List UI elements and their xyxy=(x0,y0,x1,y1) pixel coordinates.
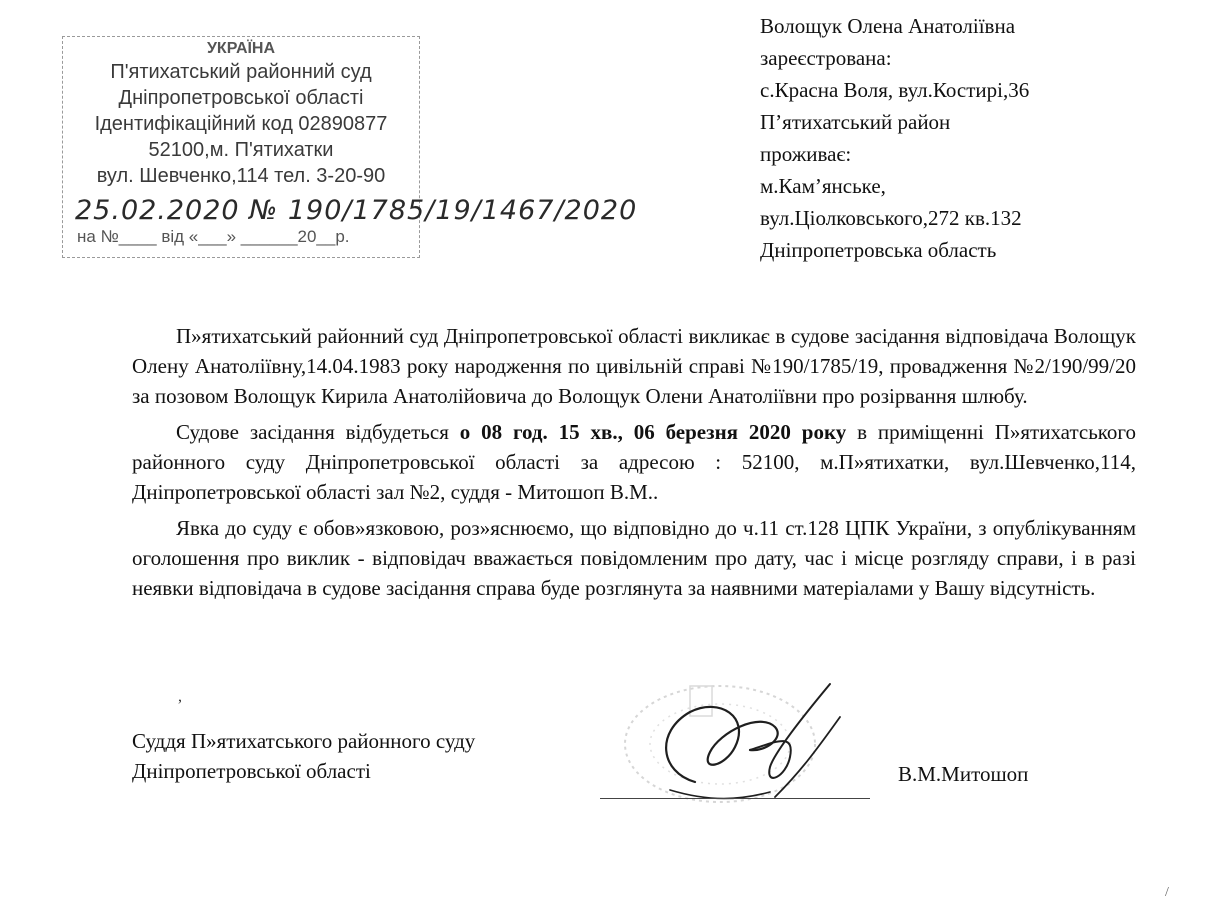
addressee-registered-district: П’ятихатський район xyxy=(760,110,951,134)
addressee-registered-address: с.Красна Воля, вул.Костирі,36 xyxy=(760,78,1030,102)
stamp-city: 52100,м. П'ятихатки xyxy=(148,139,334,161)
addressee-registered-label: зареєстрована: xyxy=(760,46,892,70)
stamp-id-code: Ідентифікаційний код 02890877 xyxy=(94,113,388,135)
judge-title xyxy=(132,726,475,786)
judge-name: В.М.Митошоп xyxy=(898,762,1029,786)
summons-paragraph-3: Явка до суду є обов»язковою, роз»яснюємо, що відповідно до ч.11 ст.128 ЦПК України, з опублікуванням оголошення про виклик - відповідач вважається повідомленим про дату, час і місце розгляду справи, і в разі неявки відповідача в судове засідання справа буде розглянута за наявними матеріалами у Вашу відсутність. xyxy=(132,516,1136,600)
judge-title-line-1: Суддя П»ятихатського районного суду xyxy=(132,729,476,753)
hearing-intro: Судове засідання відбудеться xyxy=(176,420,460,444)
addressee-living-street: вул.Ціолковського,272 кв.132 xyxy=(760,206,1022,230)
summons-paragraph-1: П»ятихатський районний суд Дніпропетровської області викликає в судове засідання відповідача Волощук Олену Анатоліївну,14.04.1983 року народження по цивільній справі №190/1785/19, провадження №2/190/99/20 за позовом Волощук Кирила Анатолійовича до Волощук Олени Анатоліївни про розірвання шлюбу. xyxy=(132,324,1136,408)
signature-line xyxy=(600,798,870,799)
summons-body xyxy=(132,321,1136,609)
addressee-name: Волощук Олена Анатоліївна xyxy=(760,14,1016,38)
stamp-street: вул. Шевченко,114 тел. 3-20-90 xyxy=(96,165,386,187)
addressee-living-region: Дніпропетровська область xyxy=(760,238,997,262)
stamp-country: УКРАЇНА xyxy=(206,40,276,57)
scan-corner-mark: / xyxy=(1165,885,1169,900)
judge-title-line-2: Дніпропетровської області xyxy=(132,759,371,783)
stamp-court-name: П'ятихатський районний суд xyxy=(110,61,372,83)
addressee-living-city: м.Кам’янське, xyxy=(760,174,886,198)
ink-tick-mark: , xyxy=(178,688,182,705)
judge-signature-image xyxy=(600,672,900,822)
addressee-block xyxy=(760,10,1180,266)
summons-paragraph-2 xyxy=(132,417,1136,507)
hearing-location: в приміщенні П»ятихатського районного суду Дніпропетровської області за адресою : 52100, м.П»ятихатки, вул.Шевченко,114, Дніпропетровської області зал №2, суддя - Митошоп В.М.. xyxy=(132,420,1136,504)
hearing-datetime: о 08 год. 15 хв., 06 березня 2020 року xyxy=(459,420,847,444)
addressee-living-label: проживає: xyxy=(760,142,852,166)
stamp-blank-reference: на №____ від «___» ______20__р. xyxy=(77,227,350,246)
court-stamp xyxy=(62,36,638,258)
stamp-handwritten-reference: 25.02.2020 № 190/1785/19/1467/2020 xyxy=(75,195,638,226)
stamp-region: Дніпропетровської області xyxy=(118,87,364,109)
